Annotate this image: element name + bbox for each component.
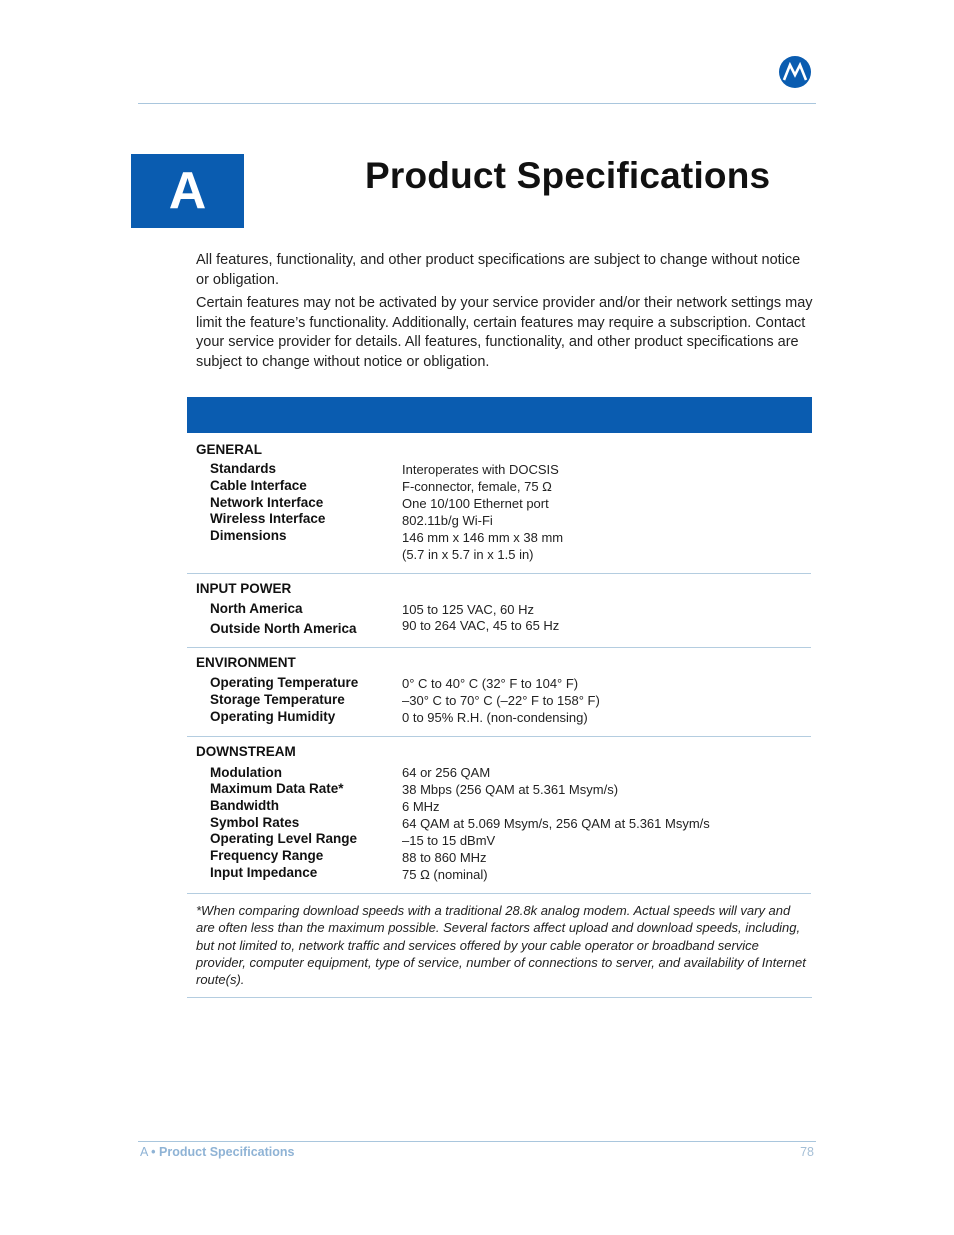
page-number: 78: [800, 1145, 814, 1159]
section-heading: ENVIRONMENT: [196, 655, 296, 670]
spec-value: –30° C to 70° C (–22° F to 158° F): [402, 693, 600, 708]
spec-label: Symbol Rates: [210, 815, 300, 830]
footer-section-label: [140, 1145, 294, 1159]
spec-label: Storage Temperature: [210, 692, 345, 707]
intro-paragraph-1: All features, functionality, and other product specifications are subject to change without notice or obligation.: [196, 252, 801, 288]
spec-label: Wireless Interface: [210, 511, 326, 526]
spec-label: Input Impedance: [210, 865, 318, 880]
spec-value: 802.11b/g Wi-Fi: [402, 513, 493, 528]
spec-label: Modulation: [210, 765, 282, 780]
spec-value: 0° C to 40° C (32° F to 104° F): [402, 676, 579, 691]
spec-label: Cable Interface: [210, 478, 307, 493]
footer-chapter-letter: A: [140, 1145, 148, 1159]
spec-value: One 10/100 Ethernet port: [402, 496, 549, 511]
motorola-logo-icon: [779, 56, 811, 88]
footnote-rule: [187, 997, 812, 998]
spec-value: 38 Mbps (256 QAM at 5.361 Msym/s): [402, 782, 619, 797]
spec-label: Maximum Data Rate*: [210, 781, 344, 796]
spec-value: Interoperates with DOCSIS: [402, 462, 559, 477]
footer-bullet: •: [151, 1145, 156, 1159]
spec-label: North America: [210, 601, 303, 616]
spec-label: Network Interface: [210, 495, 324, 510]
spec-label: Dimensions: [210, 528, 287, 543]
section-heading: INPUT POWER: [196, 581, 292, 596]
footnote: *When comparing download speeds with a traditional 28.8k analog modem. Actual speeds will vary and are often less than the maximum possible. Several factors affect upload and download speeds, including, but not limited to, network traffic and services offered by your cable operator or broadband service provider, computer equipment, type of service, number of connections to server, and availability of Internet route(s).: [196, 903, 806, 988]
section-heading: GENERAL: [196, 442, 263, 457]
chapter-badge: [131, 154, 244, 228]
section-heading: DOWNSTREAM: [196, 744, 296, 759]
spec-section-input-power: [187, 574, 811, 648]
spec-label: Operating Level Range: [210, 831, 358, 846]
spec-value: 105 to 125 VAC, 60 Hz: [402, 602, 535, 617]
spec-label: Operating Humidity: [210, 709, 336, 724]
spec-section-general: [187, 433, 811, 574]
spec-value: F-connector, female, 75 Ω: [402, 479, 552, 494]
spec-value: 64 QAM at 5.069 Msym/s, 256 QAM at 5.361 Msym/s: [402, 816, 710, 831]
spec-label: Operating Temperature: [210, 675, 359, 690]
intro-text: [196, 251, 816, 376]
footer-section-title: Product Specifications: [159, 1145, 295, 1159]
spec-label: Bandwidth: [210, 798, 279, 813]
footer-rule: [138, 1141, 816, 1142]
spec-section-downstream: [187, 737, 811, 894]
spec-label: Frequency Range: [210, 848, 324, 863]
spec-label: Standards: [210, 461, 277, 476]
spec-value: 64 or 256 QAM: [402, 765, 491, 780]
chapter-letter: A: [168, 162, 207, 220]
header-rule: [138, 103, 816, 104]
spec-value: 75 Ω (nominal): [402, 867, 488, 882]
spec-label: Outside North America: [210, 621, 357, 636]
spec-value: 88 to 860 MHz: [402, 850, 487, 865]
spec-value: 90 to 264 VAC, 45 to 65 Hz: [402, 618, 560, 633]
intro-paragraph-2: Certain features may not be activated by your service provider and/or their network settings may limit the feature’s functionality. Additionally, certain features may require a subscription. Contact your service provider for details. All features, functionality, and other product specifications are subject to change without notice or obligation.: [196, 295, 813, 370]
spec-section-environment: [187, 648, 811, 737]
spec-value: 0 to 95% R.H. (non-condensing): [402, 710, 588, 725]
spec-value: 146 mm x 146 mm x 38 mm: [402, 530, 564, 545]
spec-value-continued: (5.7 in x 5.7 in x 1.5 in): [402, 547, 534, 562]
page-title: Product Specifications: [365, 155, 771, 196]
spec-value: –15 to 15 dBmV: [402, 833, 496, 848]
spec-value: 6 MHz: [402, 799, 440, 814]
spec-table-header-bar: [187, 397, 812, 433]
